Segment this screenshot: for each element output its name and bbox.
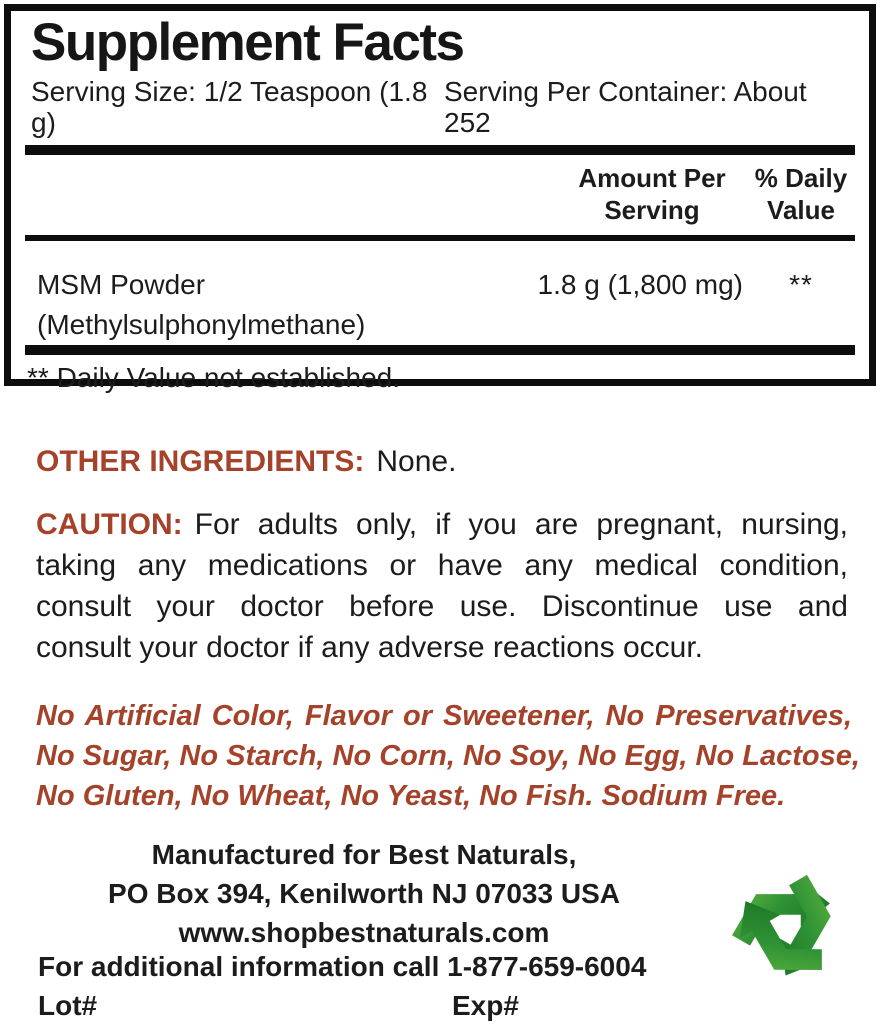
caution-line: consult your doctor if any adverse reactions occur. bbox=[36, 631, 704, 664]
divider-thick-top bbox=[25, 145, 855, 155]
lot-label: Lot# bbox=[38, 990, 98, 1021]
caution-line: consult your doctor before use. Discontinue use and bbox=[36, 590, 848, 623]
manufacturer-address: PO Box 394, Kenilworth NJ 07033 USA bbox=[108, 878, 620, 909]
other-ingredients-label: OTHER INGREDIENTS: bbox=[36, 445, 365, 478]
ingredient-row bbox=[25, 265, 855, 345]
serving-size: Serving Size: 1/2 Teaspoon (1.8 g) bbox=[31, 76, 428, 139]
caution-line: CAUTION: For adults only, if you are pregnant, nursing, bbox=[36, 508, 848, 541]
recycle-icon bbox=[703, 846, 871, 1004]
manufacturer-line: Manufactured for Best Naturals, bbox=[151, 839, 577, 870]
divider-thick-bottom bbox=[25, 345, 855, 355]
serving-info-row bbox=[31, 76, 853, 138]
manufacturer-website: www.shopbestnaturals.com bbox=[178, 917, 550, 948]
daily-value-footnote: ** Daily Value not established. bbox=[27, 362, 401, 394]
divider-medium bbox=[25, 235, 855, 241]
claims-line: No Gluten, No Wheat, No Yeast, No Fish. Sodium Free. bbox=[36, 780, 786, 812]
daily-value-header: % Daily Value bbox=[754, 163, 848, 226]
claims-paragraph bbox=[36, 696, 860, 816]
claims-line: No Artificial Color, Flavor or Sweetener, No Preservatives, bbox=[36, 700, 852, 732]
exp-label: Exp# bbox=[452, 990, 519, 1021]
caution-line: taking any medications or have any medical condition, bbox=[36, 549, 848, 582]
ingredient-name: MSM Powder (Methylsulphonylmethane) bbox=[37, 269, 366, 341]
other-ingredients-row bbox=[36, 444, 456, 480]
manufacturer-block bbox=[38, 835, 690, 952]
caution-label: CAUTION: bbox=[36, 508, 183, 541]
caution-paragraph bbox=[36, 504, 848, 668]
ingredient-daily-value: ** bbox=[789, 269, 813, 301]
supplement-facts-panel bbox=[4, 4, 876, 394]
other-ingredients-value: None. bbox=[376, 445, 457, 478]
servings-per-container: Serving Per Container: About 252 bbox=[444, 76, 823, 139]
info-phone-line: For additional information call 1-877-659-6004 bbox=[38, 951, 647, 982]
ingredient-amount: 1.8 g (1,800 mg) bbox=[537, 269, 743, 301]
supplement-facts-title: Supplement Facts bbox=[31, 13, 464, 72]
amount-per-serving-header: Amount Per Serving bbox=[578, 163, 726, 226]
column-headers bbox=[25, 155, 855, 235]
claims-line: No Sugar, No Starch, No Corn, No Soy, No Egg, No Lactose, bbox=[36, 740, 860, 772]
